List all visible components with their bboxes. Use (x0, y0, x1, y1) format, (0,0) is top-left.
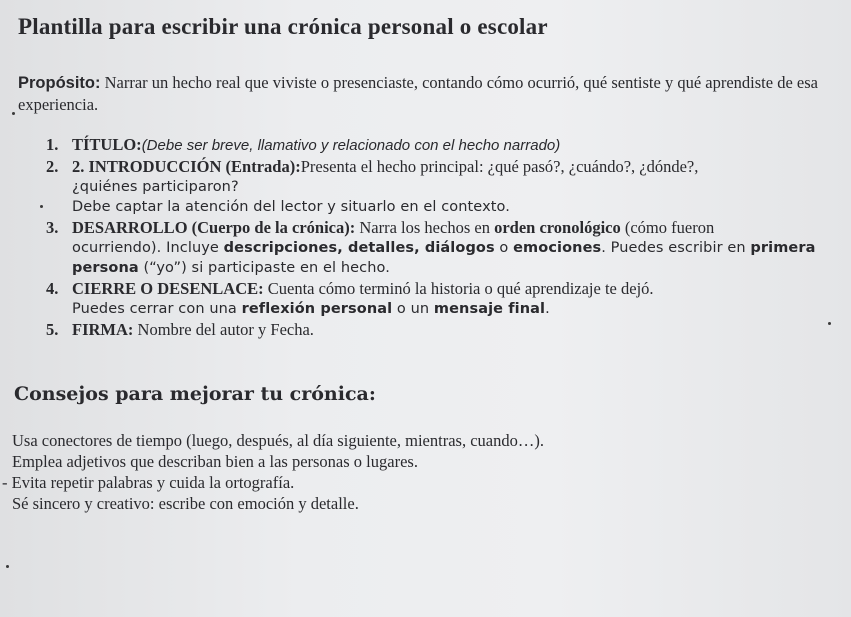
section-heading: TÍTULO: (72, 135, 142, 154)
section-number: 3. (46, 218, 59, 237)
paper-speck (6, 565, 9, 568)
section-text: (“yo”) si participaste en el hecho. (138, 260, 390, 276)
section-emphasis: descripciones, detalles, diálogos (223, 240, 495, 256)
section-text: Presenta el hecho principal: ¿qué pasó?, ¿cuándo?, ¿dónde?, (300, 157, 699, 176)
section-emphasis: emociones (513, 240, 602, 256)
section-text: o (494, 240, 514, 256)
section-emphasis: persona (72, 260, 139, 276)
section-introduccion (46, 157, 851, 217)
sections-list (46, 135, 851, 341)
section-text: . (545, 301, 550, 317)
section-desarrollo (46, 218, 851, 278)
section-line: ¿quiénes participaron? (72, 179, 239, 195)
section-number: 1. (46, 135, 59, 154)
tip-item: - Evita repetir palabras y cuida la ortografía. (2, 473, 295, 492)
tips-heading: Consejos para mejorar tu crónica: (14, 383, 376, 405)
section-number: 2. (46, 157, 59, 176)
paper-speck (828, 322, 831, 325)
section-emphasis: orden cronológico (494, 218, 621, 237)
section-heading: 2. INTRODUCCIÓN (Entrada): (72, 157, 301, 176)
section-text: Nombre del autor y Fecha. (133, 320, 314, 339)
section-cierre (46, 279, 851, 319)
section-emphasis: mensaje final (433, 301, 546, 317)
section-text: o un (392, 301, 434, 317)
section-text: Narra los hechos en (355, 218, 495, 237)
purpose-label: Propósito: (18, 74, 101, 92)
tips-list (2, 430, 842, 514)
section-note: (Debe ser breve, llamativo y relacionado con el hecho narrado) (141, 137, 561, 154)
section-text: Cuenta cómo terminó la historia o qué aprendizaje te dejó. (263, 279, 654, 298)
purpose-text: Narrar un hecho real que viviste o presenciaste, contando cómo ocurrió, qué sentiste y qué aprendiste de esa experiencia. (18, 73, 818, 114)
section-text: . Puedes escribir en (601, 240, 751, 256)
section-heading: FIRMA: (72, 320, 134, 339)
section-emphasis: primera (750, 240, 816, 256)
section-heading: CIERRE O DESENLACE: (72, 279, 264, 298)
section-emphasis: reflexión personal (241, 301, 393, 317)
tip-item: Sé sincero y creativo: escribe con emoción y detalle. (12, 494, 359, 513)
paper-speck (40, 205, 43, 208)
purpose-paragraph (18, 72, 818, 115)
tip-item: Emplea adjetivos que describan bien a las personas o lugares. (12, 452, 418, 471)
section-text: Puedes cerrar con una (72, 301, 242, 317)
section-firma (46, 320, 851, 340)
document-title: Plantilla para escribir una crónica personal o escolar (18, 14, 548, 39)
section-text: ocurriendo). Incluye (72, 240, 224, 256)
paper-speck (12, 112, 15, 115)
section-number: 4. (46, 279, 59, 298)
section-text: (cómo fueron (620, 218, 715, 237)
tip-item: Usa conectores de tiempo (luego, después, al día siguiente, mientras, cuando…). (12, 431, 544, 450)
section-number: 5. (46, 320, 59, 339)
section-heading: DESARROLLO (Cuerpo de la crónica): (72, 218, 356, 237)
section-line: Debe captar la atención del lector y situarlo en el contexto. (72, 199, 510, 215)
section-titulo (46, 135, 851, 156)
